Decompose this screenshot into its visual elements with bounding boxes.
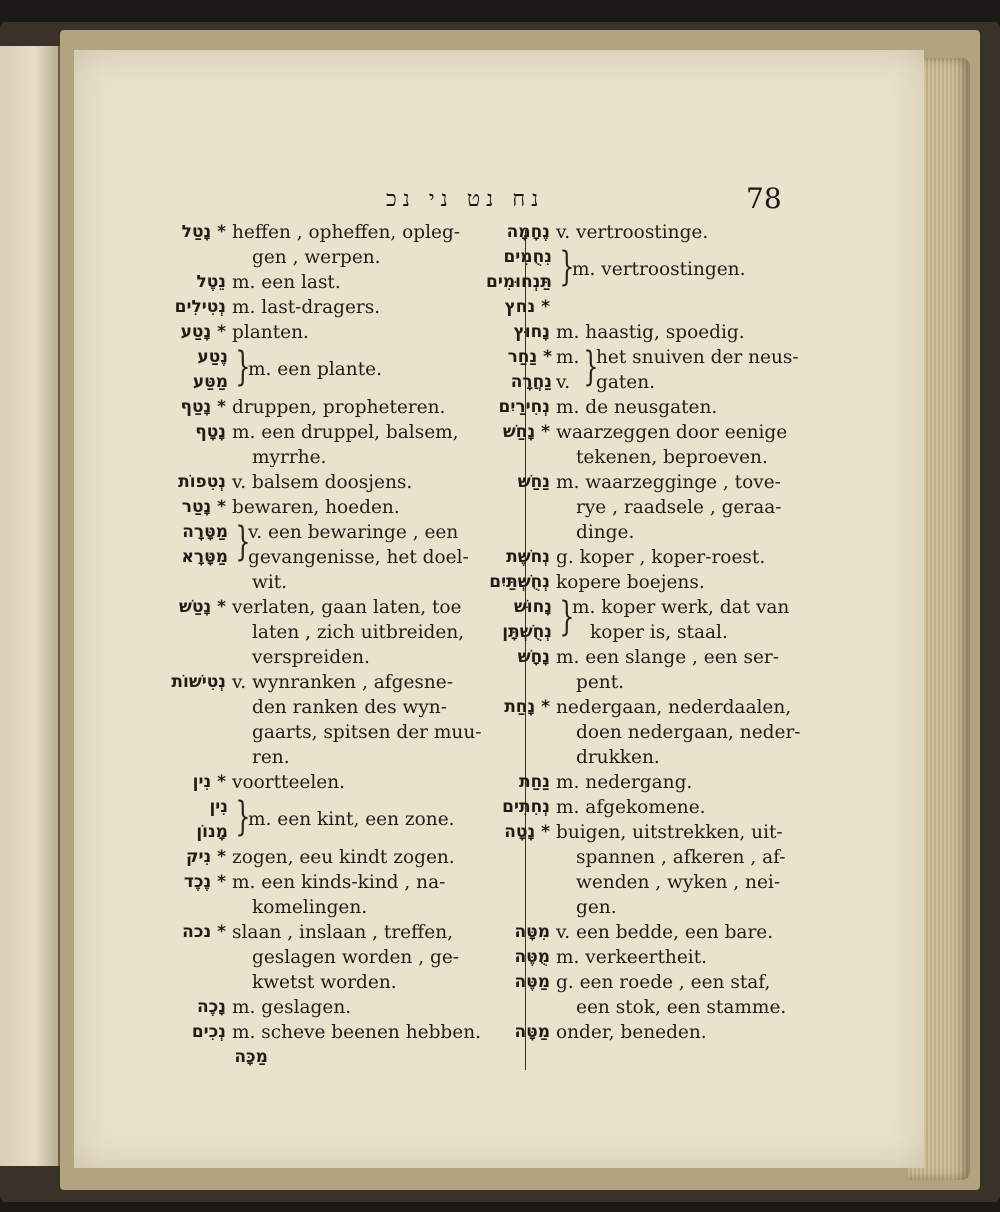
definition-line: m. verkeertheit. (556, 947, 708, 968)
definition-continuation: verspreiden. (252, 647, 370, 668)
definition-line: m. waarzegginge , tove- (556, 472, 781, 493)
hebrew-headword: * נַחַר (507, 347, 552, 367)
definition-line: v. wynranken , afgesne- (232, 672, 453, 693)
definition (554, 295, 868, 320)
hebrew-headword: נָטָף (195, 422, 226, 442)
dictionary-entry (482, 795, 868, 820)
hebrew-headword: * נָחַשׁ (502, 422, 550, 442)
dictionary-entry (482, 820, 868, 920)
definition (230, 420, 518, 470)
running-head: נח נט ני נכ (386, 187, 545, 212)
brace: } (235, 794, 251, 840)
definition (230, 320, 518, 345)
definition-continuation: tekenen, beproeven. (576, 447, 768, 468)
hebrew-headword: מִטָּה (514, 922, 550, 942)
hebrew-headword: נְחֻשְׁתַּיִם (489, 572, 550, 592)
hebrew-headword: * נִיק (185, 847, 226, 867)
hebrew-headword: נְחֻשְׁתָּן (502, 622, 552, 642)
definition (554, 1020, 868, 1045)
definition (230, 470, 518, 495)
definition-line: m. geslagen. (232, 997, 352, 1018)
definition-line: waarzeggen door eenige (556, 422, 788, 443)
hebrew-headword: נַחַת (519, 772, 550, 792)
hebrew-headword: מַטָּרָא (181, 547, 228, 567)
definition (554, 220, 868, 245)
definition-line: m. haastig, spoedig. (556, 322, 745, 343)
definition (554, 695, 868, 770)
dictionary-entry (482, 295, 868, 320)
definition-continuation: myrrhe. (252, 447, 327, 468)
dictionary-entry (482, 545, 868, 570)
brace: } (235, 519, 251, 565)
dictionary-entry (148, 395, 518, 420)
definition (554, 470, 868, 545)
hebrew-headword: * נִין (192, 772, 226, 792)
definition-continuation: doen nedergaan, neder- (576, 722, 801, 743)
definition-continuation: laten , zich uitbreiden, (252, 622, 465, 643)
definition-line: g. koper , koper-roest. (556, 547, 766, 568)
dictionary-entry (148, 270, 518, 295)
hebrew-headword: נַחַשׁ (517, 472, 550, 492)
left-column (148, 220, 518, 1070)
definition: m. koper werk, dat van koper is, staal. (572, 597, 790, 643)
definition (554, 420, 868, 470)
definition (554, 395, 868, 420)
definition (554, 945, 868, 970)
definition-line: nedergaan, nederdaalen, (556, 697, 792, 718)
definition (554, 570, 868, 595)
definition (230, 595, 518, 670)
definition-line: zogen, eeu kindt zogen. (232, 847, 455, 868)
hebrew-headword: נָחוּשׁ (513, 597, 552, 617)
definition: v. een bewaringe , een gevangenisse, het doel- wit. (248, 522, 469, 593)
definition-line: planten. (232, 322, 309, 343)
hebrew-headword: נְחִירַיִם (498, 397, 550, 417)
definition (230, 845, 518, 870)
hebrew-headword: נְחִתִים (502, 797, 550, 817)
dictionary-entry (148, 220, 518, 270)
hebrew-headword: * נחץ (504, 297, 550, 317)
definition (230, 395, 518, 420)
dictionary-entry (482, 920, 868, 945)
dictionary-entry (148, 420, 518, 470)
dictionary-entry (482, 970, 868, 1020)
definition-continuation: gen. (576, 897, 617, 918)
entry-group (148, 345, 518, 395)
definition-continuation: pent. (576, 672, 625, 693)
definition-line: m. de neusgaten. (556, 397, 718, 418)
dictionary-entry (148, 470, 518, 495)
definition-line: heffen , opheffen, opleg- (232, 222, 461, 243)
definition-continuation: ren. (252, 747, 290, 768)
definition-line: m. afgekomene. (556, 797, 706, 818)
hebrew-headword: מַטָּה (514, 1022, 550, 1042)
hebrew-headword: * נֶכֶד (183, 872, 226, 892)
definition-line: v. balsem doosjens. (232, 472, 413, 493)
hebrew-headword: נָחוּץ (513, 322, 550, 342)
page-header (74, 182, 924, 216)
definition-continuation: komelingen. (252, 897, 368, 918)
definition (230, 220, 518, 270)
hebrew-headword: נַחֲרָה (510, 372, 552, 392)
dictionary-entry (482, 220, 868, 245)
dictionary-entry (148, 670, 518, 770)
dictionary-entry (482, 1020, 868, 1045)
definition-line: m. een last. (232, 272, 341, 293)
definition-line: m. scheve beenen hebben. (232, 1022, 481, 1043)
dictionary-entry (148, 320, 518, 345)
hebrew-headword: נְחשֶׁת (506, 547, 550, 567)
hebrew-headword: נָכֶה (196, 997, 226, 1017)
definition-continuation: gen , werpen. (252, 247, 381, 268)
definition-line: kopere boejens. (556, 572, 705, 593)
definition-line: slaan , inslaan , treffen, (232, 922, 453, 943)
brace: } (583, 344, 599, 390)
definition-line: druppen, propheteren. (232, 397, 446, 418)
definition (554, 645, 868, 695)
definition-line: v. vertroostinge. (556, 222, 709, 243)
definition-continuation: kwetst worden. (252, 972, 397, 993)
page-number: 78 (746, 182, 782, 215)
entry-group (148, 520, 518, 595)
hebrew-headword: נֶטַע (197, 347, 228, 367)
hebrew-headword: * נָטַע (180, 322, 226, 342)
gender-markers: m. v. (556, 347, 580, 393)
hebrew-headword: * נָטַל (181, 222, 226, 242)
dictionary-entry (482, 420, 868, 470)
definition-continuation: drukken. (576, 747, 660, 768)
definition (554, 320, 868, 345)
definition: m. een plante. (248, 359, 382, 380)
definition (554, 545, 868, 570)
dictionary-entry (482, 320, 868, 345)
definition-continuation: wenden , wyken , nei- (576, 872, 781, 893)
definition (554, 970, 868, 1020)
definition (554, 770, 868, 795)
entry-group (148, 795, 518, 845)
dictionary-entry (482, 945, 868, 970)
definition-line: voortteelen. (232, 772, 345, 793)
definition-continuation: geslagen worden , ge- (252, 947, 460, 968)
dictionary-entry (148, 995, 518, 1020)
definition: m. vertroostingen. (572, 259, 746, 280)
definition-continuation: den ranken des wyn- (252, 697, 447, 718)
hebrew-headword: * נכה (182, 922, 226, 942)
definition (230, 870, 518, 920)
brace: } (235, 344, 251, 390)
definition-continuation: een stok, een stamme. (576, 997, 787, 1018)
right-page (74, 50, 924, 1168)
right-column (482, 220, 868, 1045)
definition-line: v. een bedde, een bare. (556, 922, 774, 943)
definition-line: verlaten, gaan laten, toe (232, 597, 462, 618)
hebrew-headword: נִין (209, 797, 228, 817)
definition-line: m. last-dragers. (232, 297, 381, 318)
hebrew-headword: נָחָשׁ (517, 647, 550, 667)
definition-line: buigen, uitstrekken, uit- (556, 822, 783, 843)
definition (230, 495, 518, 520)
definition (554, 795, 868, 820)
definition (230, 920, 518, 995)
hebrew-headword: * נָטַר (181, 497, 226, 517)
hebrew-headword: מַטַּע (192, 372, 228, 392)
hebrew-headword: נְטִילִים (174, 297, 226, 317)
dictionary-entry (148, 920, 518, 995)
definition-line: m. een druppel, balsem, (232, 422, 459, 443)
definition-continuation: gaarts, spitsen der muu- (252, 722, 482, 743)
definition-line: m. een slange , een ser- (556, 647, 780, 668)
definition-line: bewaren, hoeden. (232, 497, 400, 518)
brace: } (559, 594, 575, 640)
hebrew-headword: נֶחָמָה (506, 222, 550, 242)
hebrew-headword: * נָטַף (180, 397, 226, 417)
hebrew-headword: מָנוֹן (196, 822, 228, 842)
hebrew-headword: תַּנְחוּמִים (486, 272, 552, 292)
hebrew-headword: נְכִים (191, 1022, 226, 1042)
definition-continuation: spannen , afkeren , af- (576, 847, 786, 868)
hebrew-headword: נְטִישׁוֹת (171, 672, 226, 692)
definition (230, 1020, 518, 1045)
hebrew-headword: * נָטָה (504, 822, 550, 842)
definition-continuation: rye , raadsele , geraa- (576, 497, 782, 518)
definition-continuation: dinge. (576, 522, 635, 543)
definition: het snuiven der neus- gaten. (596, 347, 799, 393)
dictionary-entry (148, 845, 518, 870)
definition (230, 295, 518, 320)
hebrew-headword: * נָטַשׁ (179, 597, 226, 617)
definition-line: m. nedergang. (556, 772, 693, 793)
definition (554, 820, 868, 920)
dictionary-entry (482, 645, 868, 695)
dictionary-entry (148, 770, 518, 795)
brace: } (559, 244, 575, 290)
dictionary-entry (148, 595, 518, 670)
dictionary-entry (482, 770, 868, 795)
dictionary-entry (148, 495, 518, 520)
dictionary-entry (482, 695, 868, 770)
definition (230, 995, 518, 1020)
definition: m. een kint, een zone. (248, 809, 455, 830)
definition (230, 670, 518, 770)
definition (230, 270, 518, 295)
dictionary-entry (148, 1020, 518, 1045)
hebrew-headword: מֻטֶּה (514, 947, 550, 967)
entry-group (482, 595, 868, 645)
hebrew-headword: נְטִפוֹת (178, 472, 226, 492)
dictionary-entry (148, 295, 518, 320)
entry-group (482, 245, 868, 295)
hebrew-headword: נֵטֶל (196, 272, 226, 292)
left-page (0, 46, 60, 1166)
hebrew-headword: נִחֻמִים (503, 247, 552, 267)
definition (554, 920, 868, 945)
definition (230, 770, 518, 795)
hebrew-headword: * נָחַת (504, 697, 550, 717)
dictionary-entry (482, 395, 868, 420)
definition-line: g. een roede , een staf, (556, 972, 771, 993)
dictionary-entry (148, 870, 518, 920)
definition-line: m. een kinds-kind , na- (232, 872, 446, 893)
dictionary-entry (482, 470, 868, 545)
entry-group (482, 345, 868, 395)
definition-line: onder, beneden. (556, 1022, 707, 1043)
dictionary-entry (482, 570, 868, 595)
catchword: מַכָּה (234, 1047, 268, 1067)
hebrew-headword: מַטֶּה (514, 972, 550, 992)
hebrew-headword: מַטָּרָה (182, 522, 228, 542)
